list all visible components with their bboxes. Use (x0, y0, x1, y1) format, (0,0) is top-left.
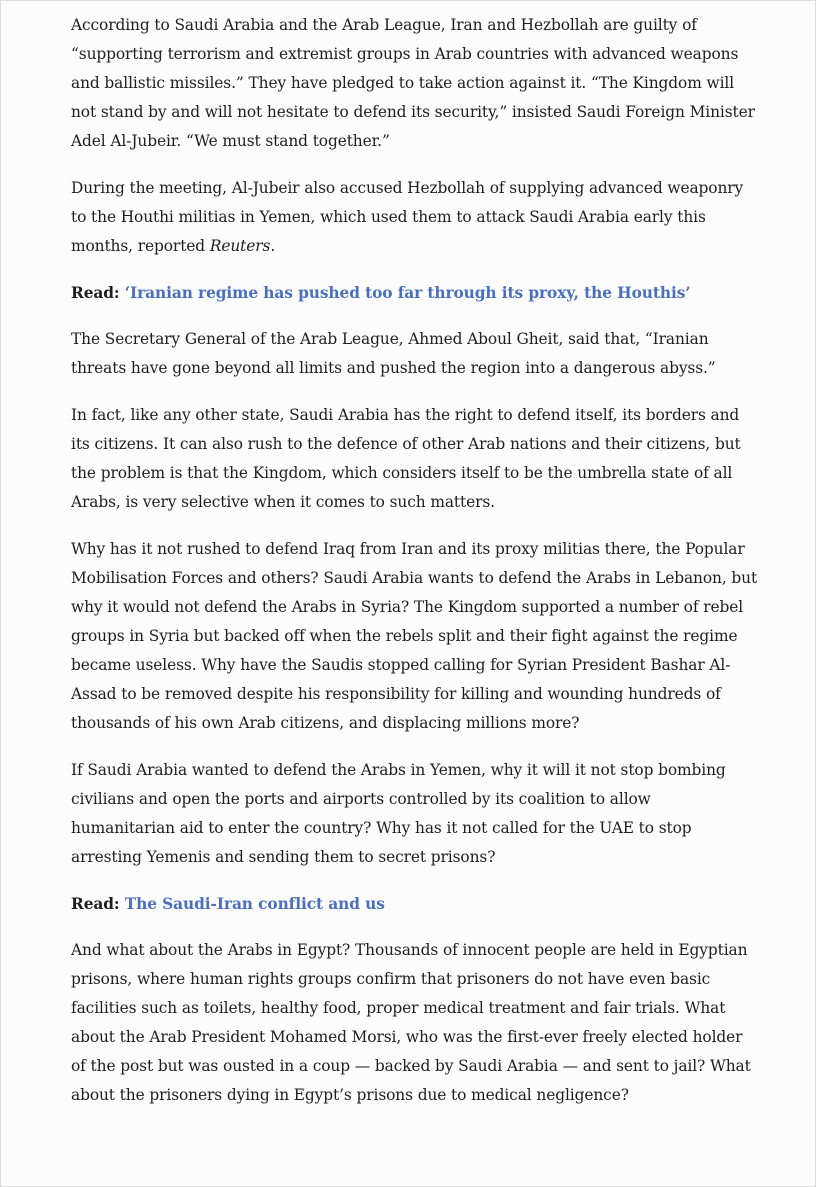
read-more-2 (71, 890, 759, 919)
paragraph-2-text: During the meeting, Al-Jubeir also accused Hezbollah of supplying advanced weaponry to the Houthi militias in Yemen, which used them to attack Saudi Arabia early this months, reported (71, 179, 744, 255)
read-more-link-saudi-iran[interactable]: The Saudi-Iran conflict and us (124, 895, 385, 913)
paragraph-7: And what about the Arabs in Egypt? Thousands of innocent people are held in Egyptian prisons, where human rights groups confirm that prisoners do not have even basic facilities such as toilets, healthy food, proper medical treatment and fair trials. What about the Arab President Mohamed Morsi, who was the first-ever freely elected holder of the post but was ousted in a coup — backed by Saudi Arabia — and sent to jail? What about the prisoners dying in Egypt’s prisons due to medical negligence? (71, 941, 751, 1104)
read-label: Read: (71, 895, 120, 913)
paragraph-4: In fact, like any other state, Saudi Arabia has the right to defend itself, its borders and its citizens. It can also rush to the defence of other Arab nations and their citizens, but the problem is that the Kingdom, which considers itself to be the umbrella state of all Arabs, is very selective when it comes to such matters. (71, 406, 741, 511)
read-label: Read: (71, 284, 120, 302)
paragraph-2-end: . (270, 237, 276, 255)
paragraph-6: If Saudi Arabia wanted to defend the Arabs in Yemen, why it will it not stop bombing civilians and open the ports and airports controlled by its coalition to allow humanitarian aid to enter the country? Why has it not called for the UAE to stop arresting Yemenis and sending them to secret prisons? (71, 761, 726, 866)
read-more-1 (71, 279, 759, 308)
paragraph-5: Why has it not rushed to defend Iraq from Iran and its proxy militias there, the Popular Mobilisation Forces and others? Saudi Arabia wants to defend the Arabs in Lebanon, but why it would not defend the Arabs in Syria? The Kingdom supported a number of rebel groups in Syria but backed off when the rebels split and their fight against the regime became useless. Why have the Saudis stopped calling for Syrian President Bashar Al-Assad to be removed despite his responsibility for killing and wounding hundreds of thousands of his own Arab citizens, and displacing millions more? (71, 540, 758, 732)
article-body (71, 11, 759, 1128)
paragraph-2 (71, 174, 759, 261)
source-reuters: Reuters (209, 237, 271, 255)
paragraph-3: The Secretary General of the Arab League, Ahmed Aboul Gheit, said that, “Iranian threats have gone beyond all limits and pushed the region into a dangerous abyss.” (71, 330, 716, 377)
paragraph-1: According to Saudi Arabia and the Arab League, Iran and Hezbollah are guilty of “supporting terrorism and extremist groups in Arab countries with advanced weapons and ballistic missiles.” They have pledged to take action against it. “The Kingdom will not stand by and will not hesitate to defend its security,” insisted Saudi Foreign Minister Adel Al-Jubeir. “We must stand together.” (71, 16, 755, 150)
read-more-link-houthis[interactable]: ‘Iranian regime has pushed too far through its proxy, the Houthis’ (124, 284, 691, 302)
